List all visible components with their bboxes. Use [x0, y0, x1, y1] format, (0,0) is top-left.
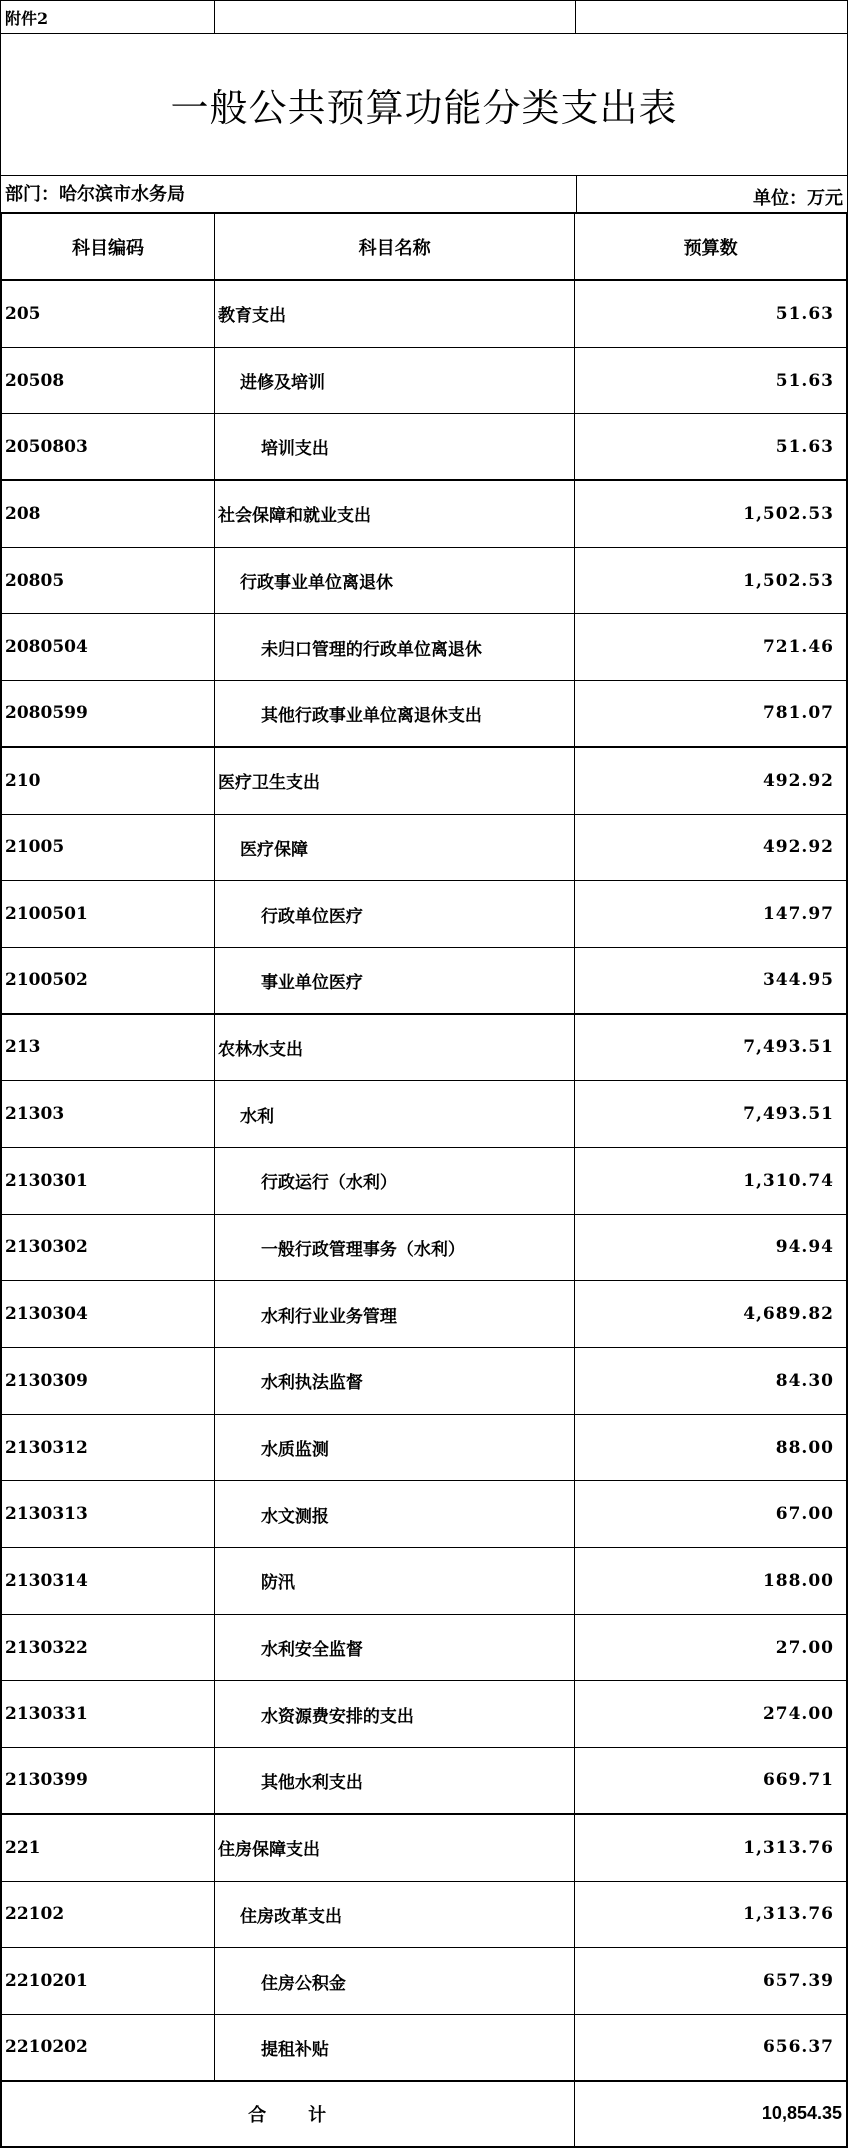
row-name: 医疗卫生支出	[215, 748, 575, 814]
row-name: 水利安全监督	[215, 1615, 575, 1681]
table-row	[2, 614, 846, 681]
table-row	[2, 1815, 846, 1882]
table-row	[2, 281, 846, 348]
row-code: 2130313	[2, 1481, 215, 1547]
row-amount: 51.63	[775, 436, 834, 457]
row-name: 一般行政管理事务（水利）	[215, 1215, 575, 1281]
row-amount: 1,313.76	[743, 1904, 834, 1925]
row-name: 事业单位医疗	[215, 948, 575, 1013]
row-code: 22102	[2, 1882, 215, 1948]
row-name: 行政单位医疗	[215, 881, 575, 947]
row-code: 2210201	[2, 1948, 215, 2014]
row-amount: 27.00	[775, 1637, 834, 1658]
table-row	[2, 1148, 846, 1215]
table-row	[2, 414, 846, 481]
row-code: 21303	[2, 1081, 215, 1147]
row-code: 2130314	[2, 1548, 215, 1614]
row-code: 20508	[2, 348, 215, 414]
row-name: 行政运行（水利）	[215, 1148, 575, 1214]
row-code: 2130301	[2, 1148, 215, 1214]
row-amount: 669.71	[762, 1770, 834, 1791]
header-name: 科目名称	[215, 214, 575, 279]
row-name: 防汛	[215, 1548, 575, 1614]
total-amount: 10,854.35	[761, 2103, 842, 2124]
row-code: 2130309	[2, 1348, 215, 1414]
row-code: 2100501	[2, 881, 215, 947]
row-code: 210	[2, 748, 215, 814]
table-row	[2, 1015, 846, 1082]
row-code: 213	[2, 1015, 215, 1081]
row-amount: 1,310.74	[743, 1170, 834, 1191]
row-code: 2130322	[2, 1615, 215, 1681]
row-amount: 51.63	[775, 303, 834, 324]
row-name: 社会保障和就业支出	[215, 481, 575, 547]
row-amount: 344.95	[762, 970, 834, 991]
table-header	[2, 214, 846, 281]
row-name: 提租补贴	[215, 2015, 575, 2080]
table-row	[2, 748, 846, 815]
row-amount: 492.92	[762, 770, 834, 791]
row-amount: 88.00	[775, 1437, 834, 1458]
row-code: 221	[2, 1815, 215, 1881]
row-name: 住房改革支出	[215, 1882, 575, 1948]
empty-cell	[215, 1, 576, 33]
row-amount: 7,493.51	[743, 1037, 834, 1058]
table-row	[2, 348, 846, 415]
title-row	[0, 34, 848, 176]
row-name: 未归口管理的行政单位离退休	[215, 614, 575, 680]
table-body	[2, 281, 846, 2082]
department-label: 部门：哈尔滨市水务局	[5, 184, 185, 205]
budget-table	[0, 214, 848, 2148]
page-title: 一般公共预算功能分类支出表	[170, 86, 678, 130]
table-row	[2, 1882, 846, 1949]
empty-cell	[576, 1, 847, 33]
row-code: 2130312	[2, 1415, 215, 1481]
row-name: 住房保障支出	[215, 1815, 575, 1881]
table-row	[2, 1481, 846, 1548]
table-row	[2, 1215, 846, 1282]
table-row	[2, 548, 846, 615]
row-amount: 67.00	[775, 1504, 834, 1525]
row-code: 208	[2, 481, 215, 547]
row-amount: 656.37	[762, 2037, 834, 2058]
row-amount: 492.92	[762, 837, 834, 858]
row-code: 2100502	[2, 948, 215, 1013]
row-name: 水利行业业务管理	[215, 1281, 575, 1347]
table-row	[2, 2015, 846, 2082]
table-row	[2, 1081, 846, 1148]
table-row	[2, 1348, 846, 1415]
row-code: 2130304	[2, 1281, 215, 1347]
row-name: 医疗保障	[215, 815, 575, 881]
row-name: 住房公积金	[215, 1948, 575, 2014]
table-row	[2, 1615, 846, 1682]
row-amount: 7,493.51	[743, 1104, 834, 1125]
row-code: 20805	[2, 548, 215, 614]
row-name: 教育支出	[215, 281, 575, 347]
table-row	[2, 1281, 846, 1348]
row-amount: 84.30	[775, 1370, 834, 1391]
total-row	[2, 2082, 846, 2148]
row-amount: 4,689.82	[743, 1304, 834, 1325]
table-row	[2, 1548, 846, 1615]
row-code: 205	[2, 281, 215, 347]
attachment-label: 附件2	[1, 1, 215, 33]
row-amount: 657.39	[762, 1971, 834, 1992]
header-amount: 预算数	[683, 237, 738, 259]
row-name: 行政事业单位离退休	[215, 548, 575, 614]
attachment-row	[0, 0, 848, 34]
row-amount: 274.00	[762, 1704, 834, 1725]
row-name: 水利	[215, 1081, 575, 1147]
row-amount: 51.63	[775, 370, 834, 391]
row-code: 2130399	[2, 1748, 215, 1813]
header-code: 科目编码	[2, 214, 215, 279]
row-code: 21005	[2, 815, 215, 881]
row-amount: 1,502.53	[743, 503, 834, 524]
row-name: 培训支出	[215, 414, 575, 479]
row-amount: 781.07	[762, 703, 834, 724]
table-row	[2, 1681, 846, 1748]
table-row	[2, 681, 846, 748]
row-code: 2130302	[2, 1215, 215, 1281]
row-code: 2130331	[2, 1681, 215, 1747]
row-amount: 147.97	[762, 904, 834, 925]
table-row	[2, 1948, 846, 2015]
department-row	[0, 176, 848, 214]
row-name: 其他行政事业单位离退休支出	[215, 681, 575, 746]
row-code: 2210202	[2, 2015, 215, 2080]
table-row	[2, 881, 846, 948]
row-code: 2080504	[2, 614, 215, 680]
row-code: 2080599	[2, 681, 215, 746]
row-name: 水质监测	[215, 1415, 575, 1481]
row-name: 农林水支出	[215, 1015, 575, 1081]
row-name: 其他水利支出	[215, 1748, 575, 1813]
row-name: 水资源费安排的支出	[215, 1681, 575, 1747]
table-row	[2, 948, 846, 1015]
row-amount: 1,313.76	[743, 1837, 834, 1858]
table-row	[2, 815, 846, 882]
row-code: 2050803	[2, 414, 215, 479]
row-name: 水文测报	[215, 1481, 575, 1547]
table-row	[2, 481, 846, 548]
row-name: 水利执法监督	[215, 1348, 575, 1414]
unit-label: 单位：万元	[576, 176, 847, 212]
table-row	[2, 1748, 846, 1815]
row-amount: 721.46	[762, 637, 834, 658]
total-label: 合 计	[2, 2082, 575, 2146]
table-row	[2, 1415, 846, 1482]
row-amount: 1,502.53	[743, 570, 834, 591]
row-amount: 94.94	[775, 1237, 834, 1258]
row-name: 进修及培训	[215, 348, 575, 414]
row-amount: 188.00	[762, 1570, 834, 1591]
